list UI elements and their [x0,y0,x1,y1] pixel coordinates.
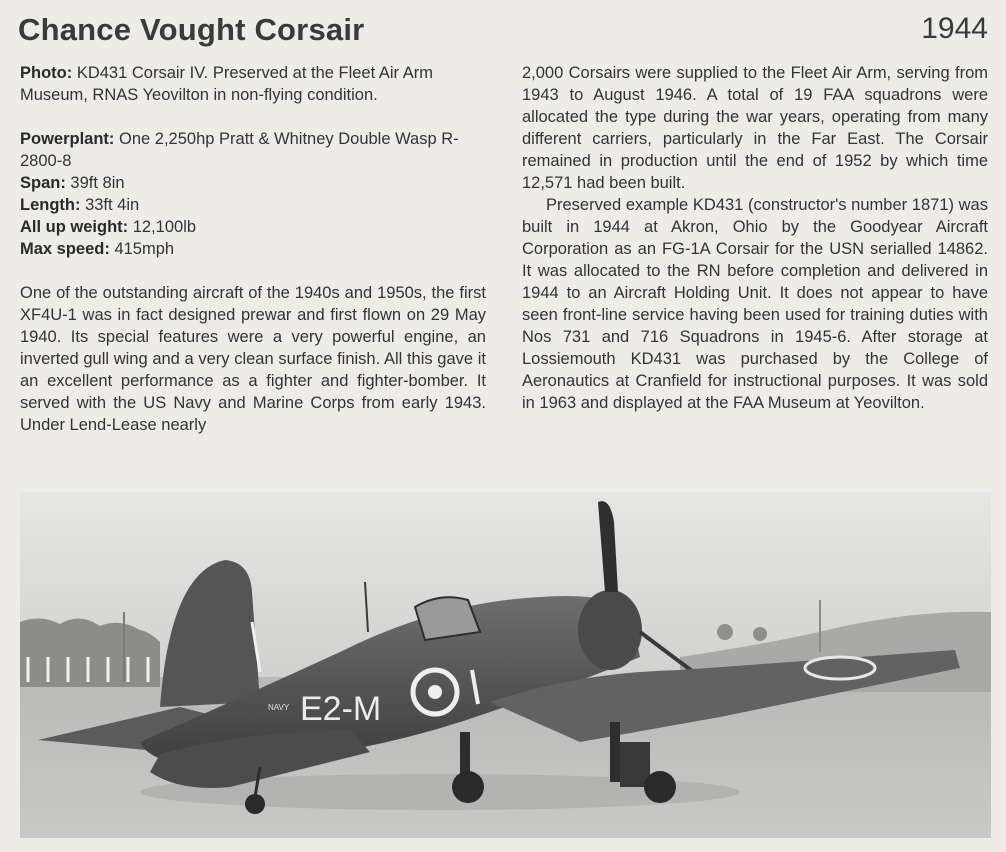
spec-powerplant-label: Powerplant: [20,130,115,148]
navy-marking: NAVY [268,703,290,712]
photo-caption-text: KD431 Corsair IV. Preserved at the Fleet Air Arm Museum, RNAS Yeovilton in non-flying condition. [20,64,433,104]
spec-weight-label: All up weight: [20,218,129,236]
photo-caption [20,62,486,106]
corsair-photo-illustration [20,492,991,838]
spec-speed-label: Max speed: [20,240,110,258]
spec-powerplant [20,128,486,172]
spec-weight [20,216,486,238]
spec-weight-value: 12,100lb [128,218,197,236]
page-title: Chance Vought Corsair [18,12,365,47]
spec-speed [20,238,486,260]
aircraft-photo [20,492,991,838]
spec-speed-value: 415mph [109,240,175,258]
body-paragraph-1: One of the outstanding aircraft of the 1940s and 1950s, the first XF4U-1 was in fact designed prewar and first flown on 29 May 1940. Its special features were a very powerful engine, an inverted gull wing and a very clean surface finish. All this gave it an excellent performance as a fighter and fighter-bomber. It served with the US Navy and Marine Corps from early 1943. Under Lend-Lease nearly [20,284,486,434]
left-column [20,62,486,436]
spec-span-label: Span: [20,174,66,192]
spec-list [20,128,486,260]
spec-span [20,172,486,194]
fuselage-code: E2-M [300,690,382,728]
spec-length [20,194,486,216]
spec-length-value: 33ft 4in [80,196,140,214]
year-label: 1944 [921,12,988,45]
right-column [522,62,988,414]
photo-caption-label: Photo: [20,64,73,82]
body-paragraph-2: Preserved example KD431 (constructor's number 1871) was built in 1944 at Akron, Ohio by the Goodyear Aircraft Corporation as an FG-1A Corsair for the USN serialled 14862. It was allocated to the RN before completion and delivered in 1944 to an Aircraft Holding Unit. It does not appear to have seen front-line service having been used for training duties with Nos 731 and 716 Squadrons in 1945-6. After storage at Lossiemouth KD431 was purchased by the College of Aeronautics at Cranfield for instructional purposes. It was sold in 1963 and displayed at the FAA Museum at Yeovilton. [522,196,988,412]
spec-powerplant-value: One 2,250hp Pratt & Whitney Double Wasp R-2800-8 [20,130,459,170]
body-paragraph-1-continued: 2,000 Corsairs were supplied to the Fleet Air Arm, serving from 1943 to August 1946. A total of 19 FAA squadrons were allocated the type during the war years, operating from many different carriers, particularly in the Far East. The Corsair remained in production until the end of 1952 by which time 12,571 had been built. [522,64,988,192]
spec-length-label: Length: [20,196,81,214]
spec-span-value: 39ft 8in [65,174,125,192]
